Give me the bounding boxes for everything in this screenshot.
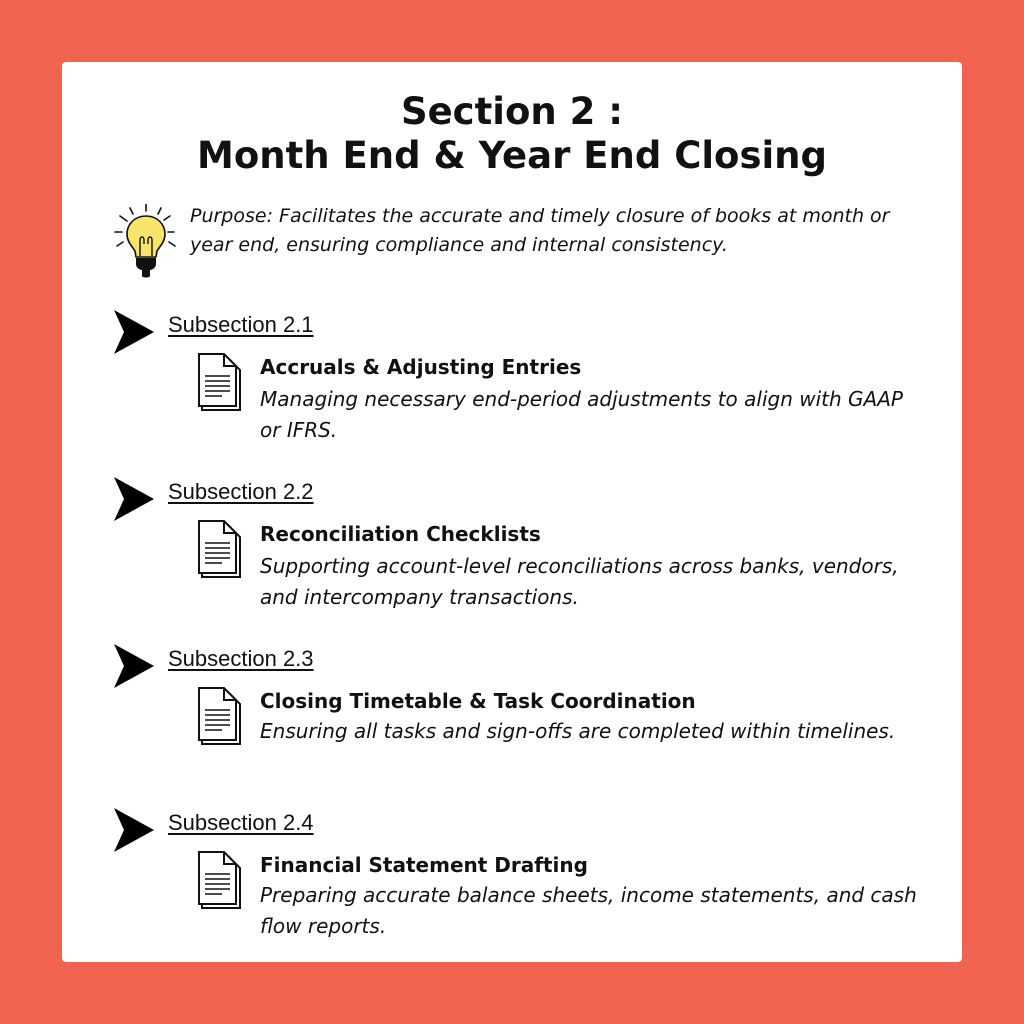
arrow-icon: [112, 310, 154, 354]
content-card: [62, 62, 962, 962]
item-title: Financial Statement Drafting: [260, 853, 588, 877]
subsection-label: Subsection 2.4: [168, 810, 314, 835]
subsection-label: Subsection 2.2: [168, 479, 314, 504]
subsection-label: Subsection 2.3: [168, 646, 314, 671]
arrow-icon: [112, 477, 154, 521]
document-icon: [198, 352, 244, 412]
title-line-2: Month End & Year End Closing: [197, 134, 827, 177]
item-title: Closing Timetable & Task Coordination: [260, 689, 696, 713]
purpose-text: Purpose: Facilitates the accurate and timely closure of books at month or year end, ensuring compliance and internal consistency.: [190, 205, 890, 256]
document-icon: [198, 519, 244, 579]
item-description: Supporting account-level reconciliations across banks, vendors, and intercompany transactions.: [260, 554, 899, 609]
item-description: Ensuring all tasks and sign-offs are completed within timelines.: [260, 719, 896, 743]
page-title: [62, 90, 962, 178]
arrow-icon: [112, 808, 154, 852]
arrow-icon: [112, 644, 154, 688]
item-description: Managing necessary end-period adjustments to align with GAAP or IFRS.: [260, 387, 903, 442]
item-title: Reconciliation Checklists: [260, 522, 541, 546]
lightbulb-icon: [112, 204, 182, 282]
document-icon: [198, 850, 244, 910]
document-icon: [198, 686, 244, 746]
title-line-1: Section 2 :: [400, 90, 624, 133]
subsection-label: Subsection 2.1: [168, 312, 314, 337]
item-title: Accruals & Adjusting Entries: [260, 355, 582, 379]
item-description: Preparing accurate balance sheets, income statements, and cash flow reports.: [260, 883, 917, 938]
